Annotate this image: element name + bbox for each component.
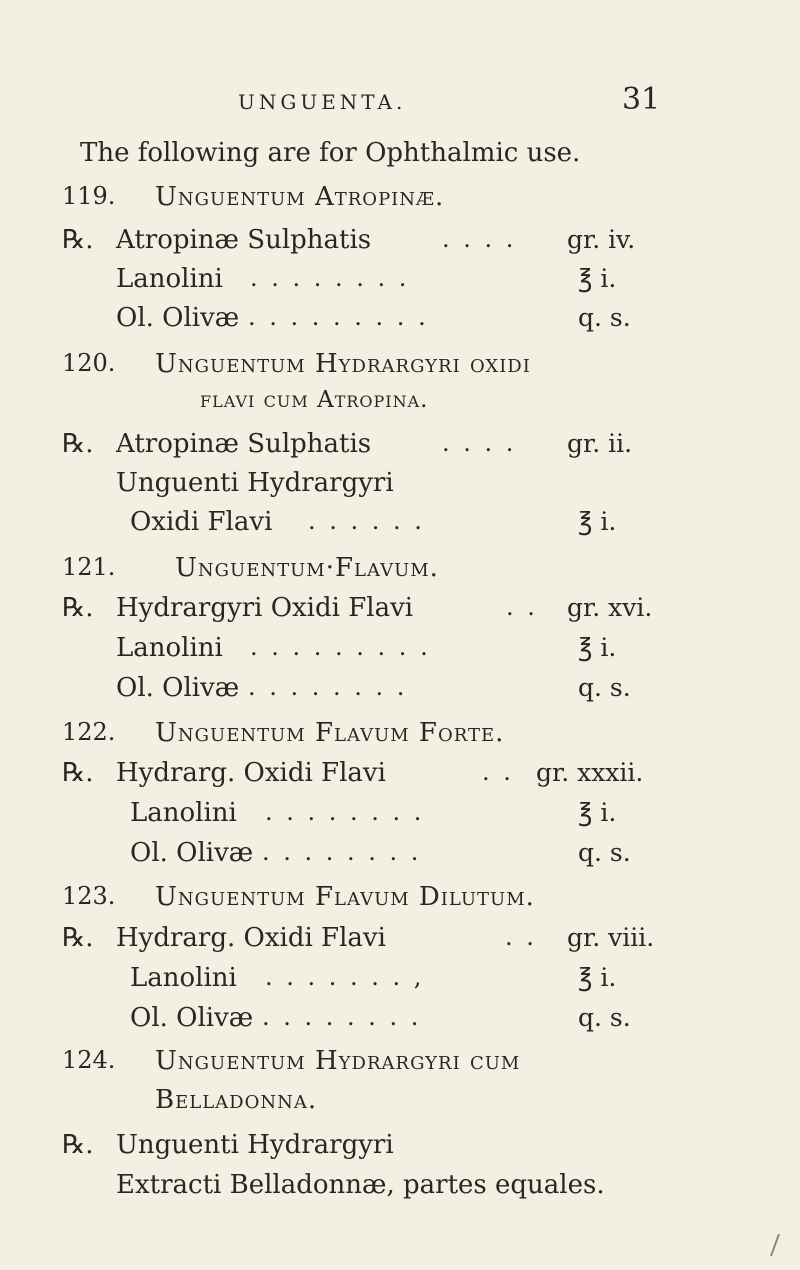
recipe-title: Unguentum Atropinæ. [155,182,445,212]
recipe-title: Unguentum Flavum Forte. [155,718,505,748]
leader-dots: . . . . . . . . [262,1003,422,1031]
ingredient-line [0,673,800,719]
margin-mark [770,1234,798,1256]
ingredient-name: Lanolini [116,633,223,663]
running-title: UNGUENTA. [238,90,407,114]
ingredient-line [0,303,800,349]
recipe-number: 123. [62,882,116,910]
ingredient-line [0,1003,800,1049]
ingredient-name: Ol. Olivæ [116,303,240,333]
ingredient-quantity: gr. xvi. [567,593,653,622]
ingredient-quantity: q. s. [578,838,631,867]
intro-text: The following are for Ophthalmic use. [80,138,581,168]
ingredient-quantity: ℥ i. [578,963,617,992]
leader-dots: . . . . . . . . [265,798,425,826]
recipe-number: 122. [62,718,116,746]
recipe-title: Unguentum Hydrargyri cum [155,1046,521,1076]
recipe-symbol: ℞. [62,225,94,255]
ingredient-quantity: gr. xxxii. [536,758,644,787]
recipe-symbol: ℞. [62,1130,94,1160]
ingredient-name: Lanolini [130,798,237,828]
ingredient-quantity: gr. iv. [567,225,636,254]
ingredient-quantity: ℥ i. [578,507,617,536]
ingredient-quantity: ℥ i. [578,798,617,827]
ingredient-quantity: q. s. [578,303,631,332]
ingredient-name: Atropinæ Sulphatis [116,429,372,459]
recipe-heading-continued [0,387,800,433]
ingredient-name: Unguenti Hydrargyri [116,1130,394,1160]
ingredient-name: Lanolini [116,264,223,294]
ingredient-name: Ol. Olivæ [130,1003,254,1033]
ingredient-name: Ol. Olivæ [116,673,240,703]
ingredient-line [0,507,800,553]
leader-dots: . . . . . . . , [265,963,425,991]
recipe-title-continued: flavi cum Atropina. [200,387,429,413]
recipe-number: 120. [62,349,116,377]
leader-dots: . . [482,758,514,786]
ingredient-name: Oxidi Flavi [130,507,273,537]
ingredient-quantity: gr. ii. [567,429,633,458]
running-head [0,82,800,134]
recipe-symbol: ℞. [62,758,94,788]
recipe-title: Unguentum·Flavum. [175,553,439,583]
ingredient-quantity: gr. viii. [567,923,655,952]
ingredient-quantity: q. s. [578,673,631,702]
ingredient-name: Hydrarg. Oxidi Flavi [116,758,386,788]
leader-dots: . . . . . . [308,507,425,535]
leader-dots: . . . . . . . . . [250,633,431,661]
recipe-number: 121. [62,553,116,581]
ingredient-name: Hydrarg. Oxidi Flavi [116,923,386,953]
recipe-title: Unguentum Hydrargyri oxidi [155,349,531,379]
recipe-title: Unguentum Flavum Dilutum. [155,882,535,912]
recipe-title-continued: Belladonna. [155,1085,318,1115]
ingredient-line [0,838,800,884]
recipe-symbol: ℞. [62,593,94,623]
recipe-symbol: ℞. [62,429,94,459]
recipe-heading [0,882,800,928]
ingredient-name: Unguenti Hydrargyri [116,468,394,498]
ingredient-name: Atropinæ Sulphatis [116,225,372,255]
recipe-heading [0,182,800,228]
ingredient-quantity: ℥ i. [578,633,617,662]
ingredient-quantity: ℥ i. [578,264,617,293]
leader-dots: . . . . [442,225,517,253]
leader-dots: . . . . [442,429,517,457]
ingredient-name: Lanolini [130,963,237,993]
ingredient-quantity: q. s. [578,1003,631,1032]
recipe-heading-continued [0,1085,800,1131]
ingredient-name: Hydrargyri Oxidi Flavi [116,593,414,623]
ingredient-line [0,1170,800,1216]
leader-dots: . . [506,593,538,621]
ingredient-name: Extracti Belladonnæ, partes equales. [116,1170,605,1200]
recipe-symbol: ℞. [62,923,94,953]
page-number: 31 [622,82,661,117]
leader-dots: . . . . . . . . [248,673,408,701]
leader-dots: . . . . . . . . [250,264,410,292]
leader-dots: . . . . . . . . . [248,303,429,331]
leader-dots: . . . . . . . . [262,838,422,866]
recipe-number: 119. [62,182,116,210]
ingredient-name: Ol. Olivæ [130,838,254,868]
recipe-number: 124. [62,1046,116,1074]
leader-dots: . . [505,923,537,951]
